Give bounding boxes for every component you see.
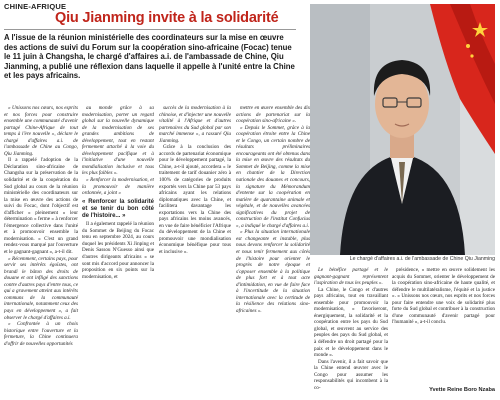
byline: Yvette Reine Boro Nzaba: [429, 387, 495, 393]
article-paragraph: « Plus la situation internationale est changeante et instable, plus nous devons renforcer la solidarité et nous tenir fermement aux côtés de l'histoire pour orienter le progrès de notre époque et s'opposer ensemble à la politique de plus fort et à tout acte d'intimidation, en vue de faire face à l'incertitude de la situation internationale avec la certitude de la résilience des relations sino-africaines ».: [236, 229, 310, 314]
article-paragraph: Il a rappelé l'adoption de la Déclaration sino-africaine de Changsha sur la préservation de la solidarité et de la coopération du Sud global au cours de la réunion ministérielle des coordinateurs sur la mise en œuvre des actions de suivi du Focac, dont l'objectif est d'afficher « pleinement » leur détermination « ferme » à renforcer l'émergence collective dans l'unité et à promouvoir ensemble la modernisation. « C'est un grand rendez-vous marqué par l'ouverture et le gagnant-gagnant », a-t-il dit.: [4, 157, 78, 256]
portrait-photo: [310, 4, 495, 255]
text-column-3: [159, 105, 231, 256]
lead-paragraph: A l'issue de la réunion ministérielle des coordinateurs sur la mise en œuvre des actions de suivi du Forum sur la coopération sino-africaine (Focac) tenue le 11 juin à Changsha, le chargé d'affaires a.i. de l'ambassade de Chine, Qiu Jianming, a publié une réflexion dans laquelle il appelle à l'unité entre la Chine et les pays africains.: [4, 33, 295, 81]
article-paragraph: Le bénéfice partagé et le gagnant-gagnant représentent l'aspiration de tous les peuples ».: [314, 267, 388, 287]
text-column-4: [236, 105, 310, 315]
article-paragraph: « Depuis le Sommet, grâce à la coopération étroite entre la Chine et le Congo, un certain nombre de résultats préliminaires encourageants ont été obtenus dans la mise en œuvre des résultats du Sommet de Beijing, comme la mise en chantier de la Direction nationale des douanes et concours, la signature du Mémorandum d'entente sur la coopération en matière de quarantaine animale et végétale, et de nouvelles avancées significatives du projet de construction de l'institut Confucius », a indiqué le chargé d'affaires a.i.: [236, 124, 310, 229]
text-column-1: [4, 105, 78, 347]
headline: Qiu Jianming invite à la solidarité: [55, 10, 279, 26]
article-paragraph: La Chine, le Congo et d'autres pays africains, tout en travaillant ensemble pour promouvoir la modernisation, « favoriseront, énergiquement, la solidarité et la coopération entre les pays du Sud global, et œuvrent au service des peuples des pays du Sud global, et à défendre un droit partagé pour la paix et le développement dans le monde ».: [314, 286, 388, 359]
text-column-5: [314, 267, 388, 391]
article-paragraph: « Récemment, certains pays, pour servir ses intérêts égoïstes, ont brandi le bâton des droits de douane et ont infligé des sanctions contre d'autres pays d'entre tous, ce qui a gravement atteint aux intérêts communs de la communauté internationale, notamment ceux des pays en développement », a fait observer le chargé d'affaires a.i.: [4, 255, 78, 321]
subheading: « Renforcer la solidarité et se tenir du bon côté de l'histoire... »: [82, 198, 154, 220]
article-paragraph: Grâce à la conclusion des accords de partenariat économique pour le développement partagé, la Chine, a-t-il ajouté, accordera « le traitement de tarif douanier zéro à 100% de catégories de produits exportés vers la Chine par 53 pays africains ayant les relations diplomatiques avec la Chine, et facilitera davantage les exportations vers la Chine des pays africains les moins avancés, en vue de faire bénéficier l'Afrique du développement de la Chine et promouvoir une mondialisation économique bénéfique pour tous et inclusive ».: [159, 144, 231, 256]
article-paragraph: mettre en œuvre ensemble des dix actions de partenariat sur la coopération sino-africaine ».: [236, 105, 310, 125]
headline-rule: [4, 29, 296, 30]
article-paragraph: « Renforcer la modernisation, et la promouvoir de manière ordonnée, a joint »: [82, 177, 154, 197]
text-column-2: [82, 105, 154, 280]
article-paragraph: Dans l'avenir, il a fait savoir que la Chine entend œuvrer avec le Congo pour assumer les responsabilités qui incombent à la co-: [314, 358, 388, 391]
article-paragraph: « Confrontée à un choix historique entre l'ouverture et la fermeture, la Chine continuera d'offrir de nouvelles opportunités: [4, 321, 78, 347]
portrait-illustration: [310, 4, 495, 255]
article-paragraph: présidence, « mettre en œuvre solidement les acquis du Sommet, orienter le développement de la coopération sino-africaine de haute qualité, et défendre le multilatéralisme, l'équité et la justice ». « Unissons nos cœurs, nos esprits et nos forces pour faire entendre une voix de solidarité plus forte du Sud global et contribuer à la construction d'une communauté d'avenir partagé pour l'humanité », a-t-il conclu.: [392, 267, 495, 326]
article-paragraph: Il a également rappelé la réunion du Sommet de Beijing du Focac tenu en septembre 2024, au cours duquel les présidents Xi Jinping et Denis Sassou N'Guesso ainsi que d'autres dirigeants africains « se sont mis d'accord pour annoncer la proposition en six points sur la modernisation, et: [82, 221, 154, 280]
section-tag: CHINE-AFRIQUE: [4, 2, 67, 11]
article-paragraph: au monde grâce à sa modernisation, porter un regard global sur la nouvelle dynamique de la modernisation de ses grandes ambitions de développement, tout en restant fermement attaché à la voie du développement pacifique et à l'initiative d'une nouvelle mondialisation inclusive et tous les plus faibles ».: [82, 105, 154, 177]
article-paragraph: « Unissons nos cœurs, nos esprits et nos forces pour construire ensemble une communauté d'avenir partagé Chine-Afrique de tout temps à l'ère nouvelle », déclare le chargé d'affaires a.i. de l'ambassade de Chine au Congo, Qiu Jianming.: [4, 105, 78, 157]
photo-caption: Le chargé d'affaires a.i. de l'ambassade de Chine Qiu Jianming: [349, 256, 495, 262]
article-paragraph: succès de la modernisation à la chinoise, et d'injecter une nouvelle vitalité à l'Afrique et d'autres partenaires du Sud global par son marché immense », a rassuré Qiu Jianming.: [159, 105, 231, 144]
text-column-6: [392, 267, 495, 326]
